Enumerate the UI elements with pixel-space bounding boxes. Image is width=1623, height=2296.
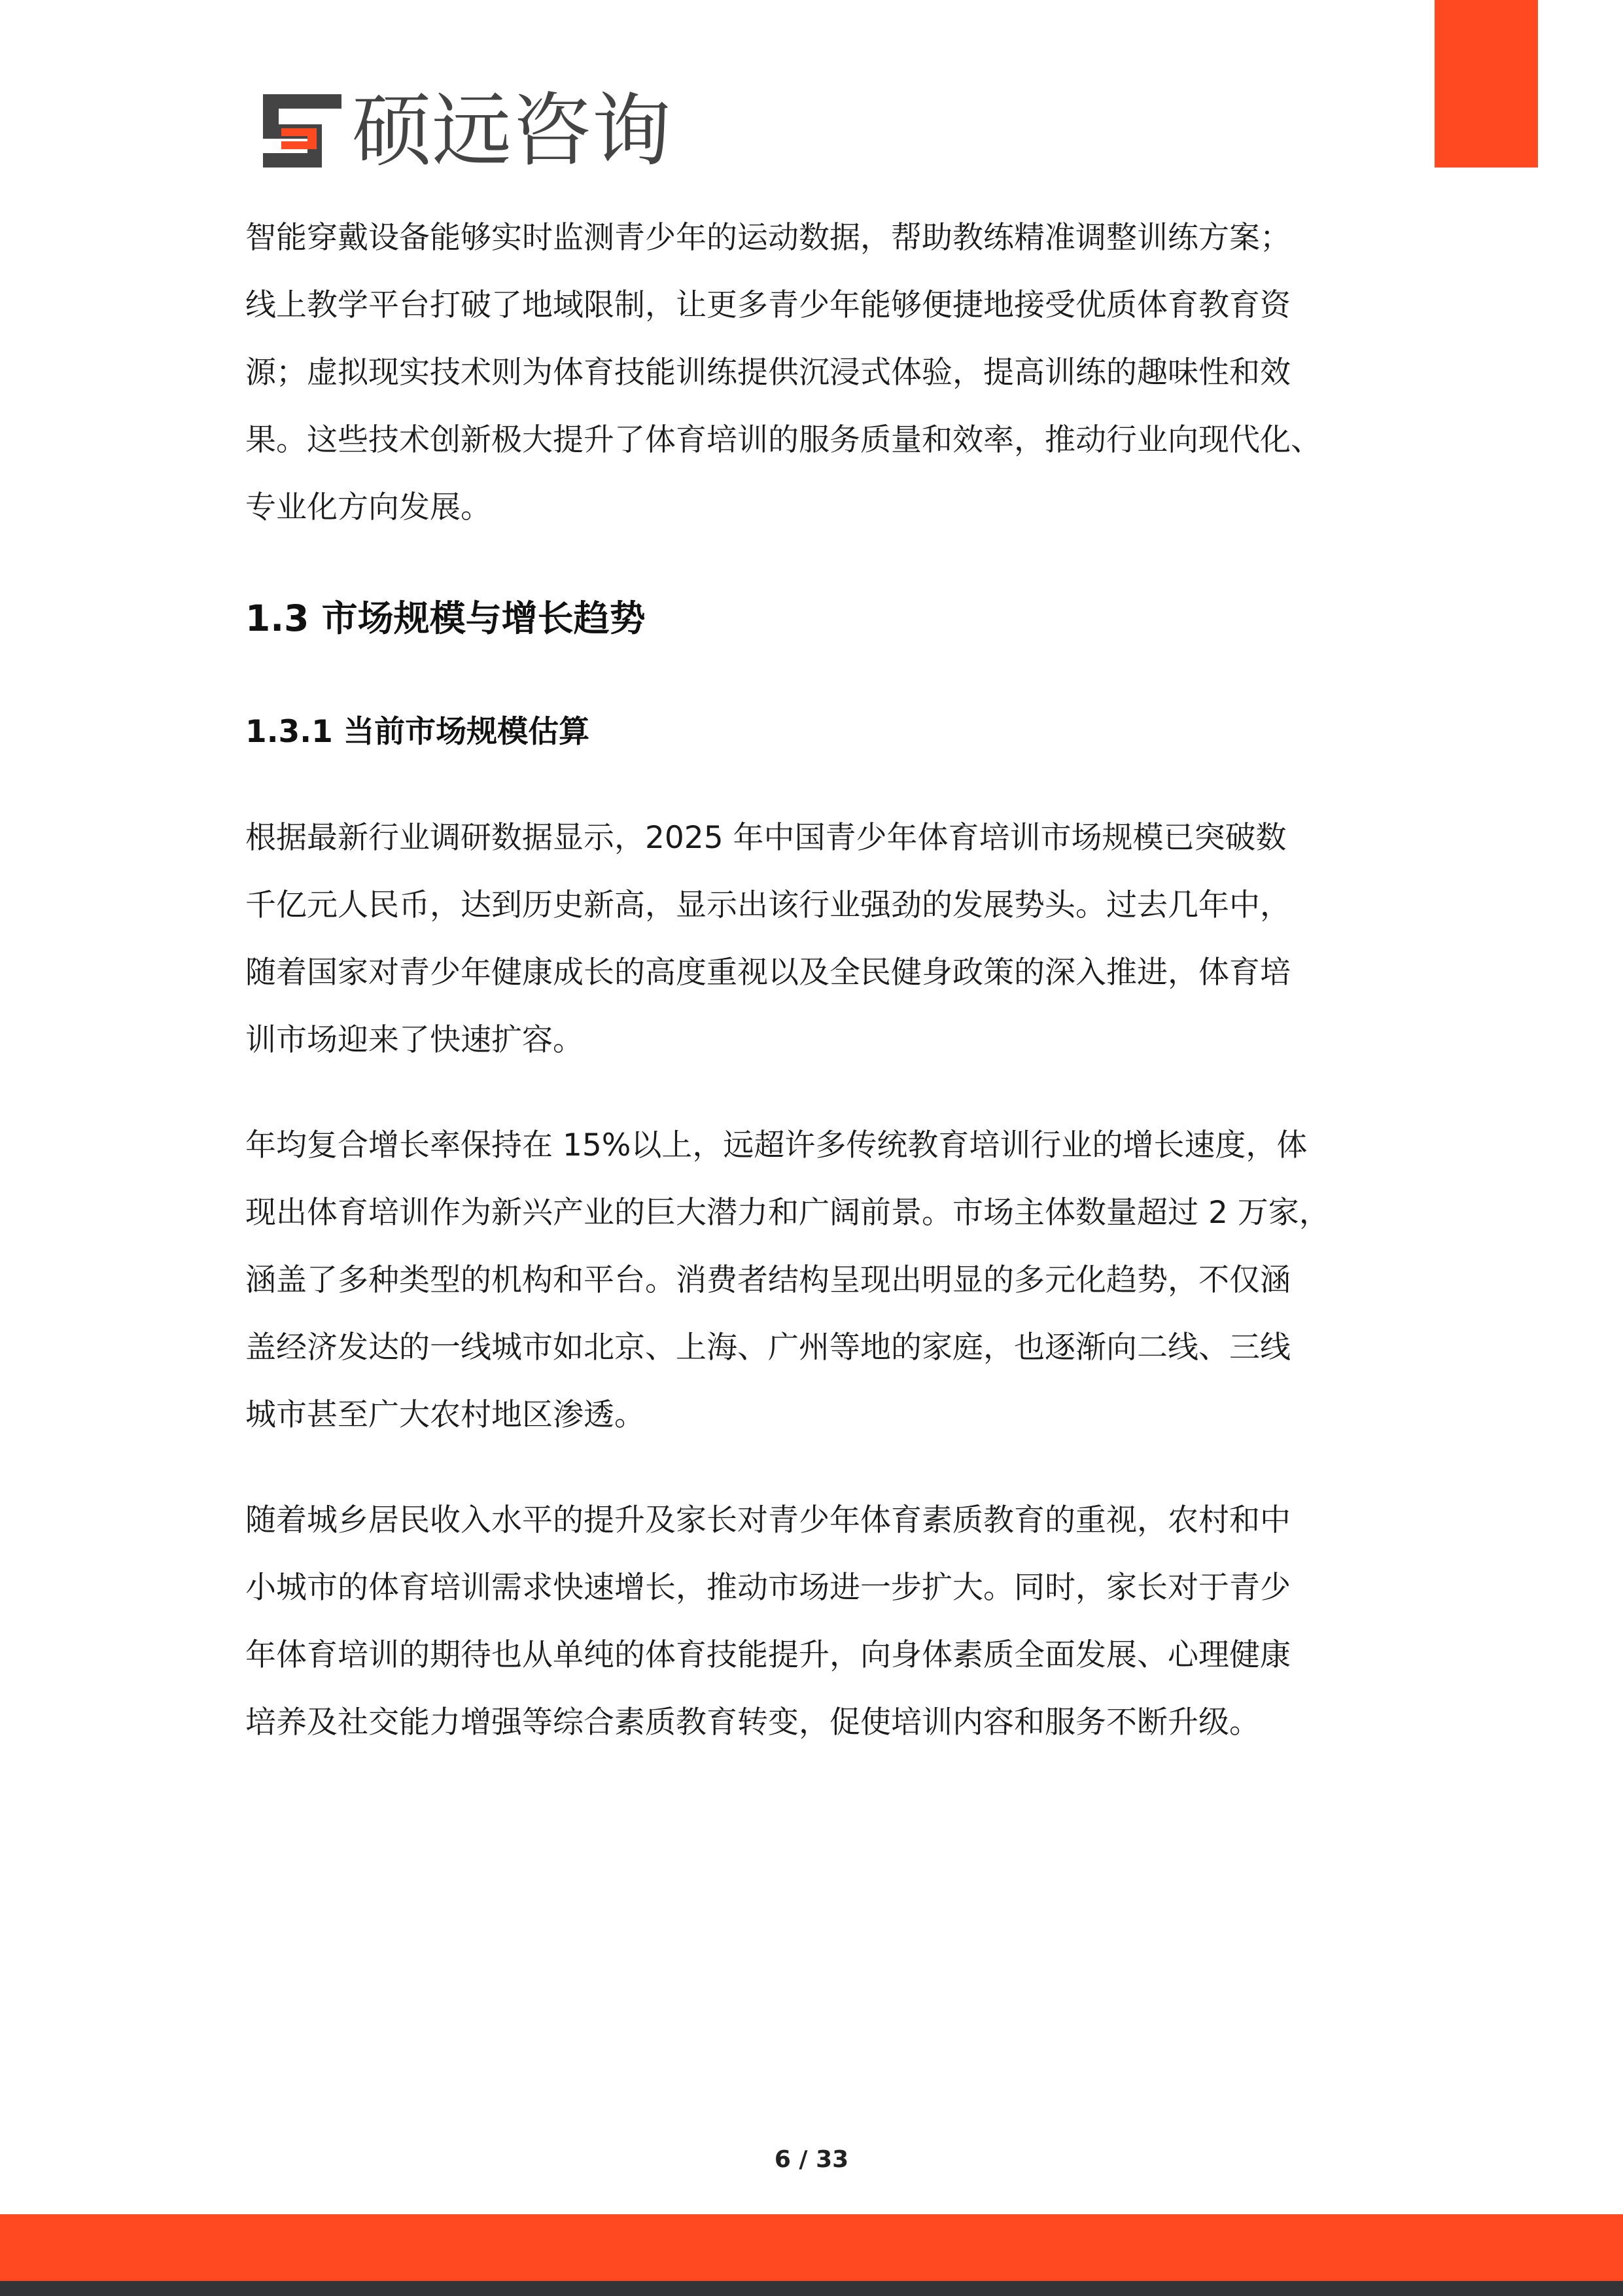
- para3-line-4: 培养及社交能力增强等综合素质教育转变，促使培训内容和服务不断升级。: [245, 1704, 1260, 1740]
- intro-line-5: 专业化方向发展。: [245, 489, 491, 525]
- para3-line-3: 年体育培训的期待也从单纯的体育技能提升，向身体素质全面发展、心理健康: [245, 1637, 1291, 1673]
- para1-line-1: 根据最新行业调研数据显示，2025 年中国青少年体育培训市场规模已突破数: [245, 820, 1287, 856]
- intro-line-2: 线上教学平台打破了地域限制，让更多青少年能够便捷地接受优质体育教育资: [245, 287, 1291, 323]
- intro-line-4: 果。这些技术创新极大提升了体育培训的服务质量和效率，推动行业向现代化、: [245, 422, 1321, 458]
- corner-accent-block: [1435, 0, 1538, 168]
- para2-line-1: 年均复合增长率保持在 15%以上，远超许多传统教育培训行业的增长速度，体: [245, 1127, 1308, 1163]
- intro-line-1: 智能穿戴设备能够实时监测青少年的运动数据，帮助教练精准调整训练方案；: [245, 220, 1291, 256]
- subsection-heading: 1.3.1 当前市场规模估算: [245, 714, 590, 750]
- para2-line-3: 涵盖了多种类型的机构和平台。消费者结构呈现出明显的多元化趋势，不仅涵: [245, 1262, 1291, 1298]
- para2-line-2: 现出体育培训作为新兴产业的巨大潜力和广阔前景。市场主体数量超过 2 万家，: [245, 1195, 1330, 1231]
- para1-line-3: 随着国家对青少年健康成长的高度重视以及全民健身政策的深入推进，体育培: [245, 955, 1291, 991]
- intro-line-3: 源；虚拟现实技术则为体育技能训练提供沉浸式体验，提高训练的趣味性和效: [245, 355, 1291, 391]
- para2-line-4: 盖经济发达的一线城市如北京、上海、广州等地的家庭，也逐渐向二线、三线: [245, 1330, 1291, 1366]
- logo-text: 硕远咨询: [352, 84, 671, 177]
- para2-line-5: 城市甚至广大农村地区渗透。: [245, 1397, 645, 1433]
- para1-line-2: 千亿元人民币，达到历史新高，显示出该行业强劲的发展势头。过去几年中，: [245, 887, 1291, 923]
- company-logo: [263, 84, 671, 177]
- footer-dark-bar: [0, 2281, 1623, 2296]
- para3-line-2: 小城市的体育培训需求快速增长，推动市场进一步扩大。同时，家长对于青少: [245, 1570, 1291, 1606]
- section-heading: 1.3 市场规模与增长趋势: [245, 597, 646, 639]
- logo-mark-icon: [263, 94, 341, 168]
- para3-line-1: 随着城乡居民收入水平的提升及家长对青少年体育素质教育的重视，农村和中: [245, 1502, 1291, 1538]
- footer-accent-bar: [0, 2214, 1623, 2281]
- page-number: 6 / 33: [774, 2146, 849, 2173]
- para1-line-4: 训市场迎来了快速扩容。: [245, 1022, 584, 1058]
